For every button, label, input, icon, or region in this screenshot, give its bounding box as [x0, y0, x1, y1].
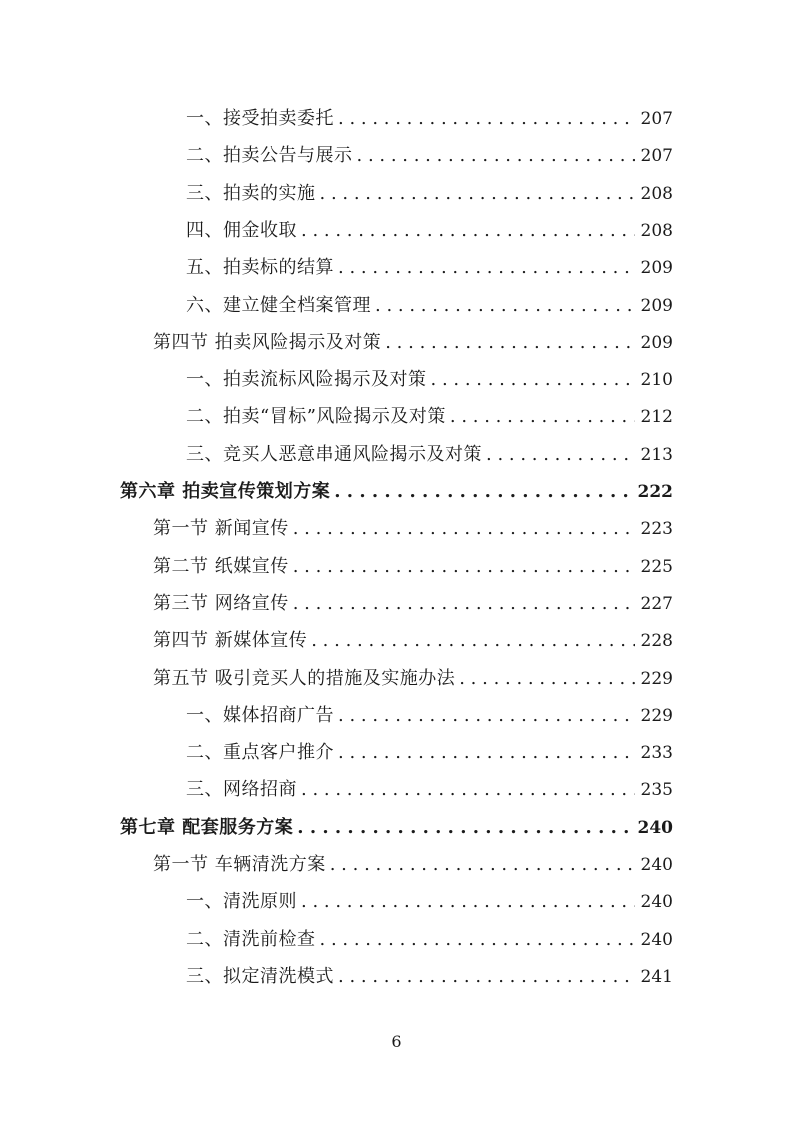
toc-entry-page-number: 233 [640, 743, 673, 764]
dot-leader [293, 585, 635, 622]
toc-entry-title: 四、佣金收取 [186, 219, 297, 241]
toc-entry [186, 958, 673, 995]
toc-entry [120, 473, 673, 510]
toc-entry [153, 622, 673, 659]
toc-entry-title: 二、拍卖公告与展示 [186, 145, 353, 167]
toc-entry-page-number: 240 [640, 929, 673, 950]
toc-entry [186, 697, 673, 734]
dot-leader [338, 697, 635, 734]
toc-entry [153, 548, 673, 585]
dot-leader [311, 622, 634, 659]
toc-entry [186, 921, 673, 958]
toc-entry-title: 第一节 新闻宣传 [153, 518, 289, 540]
toc-entry-page-number: 229 [640, 705, 673, 726]
toc-entry-title: 第五节 吸引竞买人的措施及实施办法 [153, 667, 456, 689]
toc-entry-title: 六、建立健全档案管理 [186, 294, 371, 316]
toc-entry-title: 一、清洗原则 [186, 891, 297, 913]
toc-entry-page-number: 209 [640, 258, 673, 279]
toc-entry-title: 第四节 拍卖风险揭示及对策 [153, 331, 382, 353]
toc-entry-page-number: 209 [640, 332, 673, 353]
toc-entry-page-number: 227 [640, 593, 673, 614]
toc-entry [186, 771, 673, 808]
toc-entry [186, 436, 673, 473]
toc-entry-title: 二、拍卖“冒标”风险揭示及对策 [186, 406, 446, 428]
dot-leader [385, 324, 634, 361]
toc-entry-title: 一、拍卖流标风险揭示及对策 [186, 369, 427, 391]
toc-entry-title: 二、清洗前检查 [186, 928, 316, 950]
toc-entry-page-number: 240 [640, 855, 673, 875]
dot-leader [486, 436, 635, 473]
toc-entry [153, 585, 673, 622]
toc-entry-title: 二、重点客户推介 [186, 742, 334, 764]
dot-leader [450, 398, 635, 435]
toc-entry-page-number: 222 [637, 482, 673, 502]
toc-entry-title: 三、竞买人恶意串通风险揭示及对策 [186, 443, 482, 465]
toc-entry-page-number: 241 [640, 966, 673, 987]
toc-entry-page-number: 208 [640, 183, 673, 204]
toc-entry-title: 五、拍卖标的结算 [186, 257, 334, 279]
dot-leader [301, 771, 635, 808]
toc-entry [186, 883, 673, 920]
toc-entry [153, 660, 673, 697]
toc-entry-title: 第二节 纸媒宣传 [153, 555, 289, 577]
toc-entry-title: 一、媒体招商广告 [186, 704, 334, 726]
dot-leader [431, 361, 635, 398]
toc-entry-title: 第三节 网络宣传 [153, 592, 289, 614]
toc-entry-page-number: 212 [640, 407, 673, 428]
toc-entry-title: 第七章 配套服务方案 [120, 816, 294, 838]
toc-entry [153, 846, 673, 883]
toc-entry [153, 324, 673, 361]
toc-entry-page-number: 208 [640, 220, 673, 241]
dot-leader [301, 212, 635, 249]
dot-leader [293, 510, 635, 547]
dot-leader [357, 137, 635, 174]
toc-entry-page-number: 207 [640, 146, 673, 167]
toc-entry-page-number: 229 [640, 668, 673, 689]
dot-leader [459, 660, 634, 697]
toc-entry [120, 809, 673, 846]
toc-entry-title: 第四节 新媒体宣传 [153, 630, 308, 652]
dot-leader [334, 473, 631, 510]
dot-leader [338, 100, 635, 137]
toc-entry [186, 361, 673, 398]
toc-entry-page-number: 235 [640, 780, 673, 801]
toc-entry-page-number: 228 [640, 631, 673, 652]
toc-entry-title: 一、接受拍卖委托 [186, 108, 334, 129]
dot-leader [301, 883, 635, 920]
dot-leader [338, 958, 635, 995]
toc-entry [186, 175, 673, 212]
toc-entry-page-number: 213 [640, 444, 673, 465]
dot-leader [297, 809, 631, 846]
dot-leader [330, 846, 635, 883]
toc-entry [186, 734, 673, 771]
toc-entry-page-number: 223 [640, 519, 673, 540]
toc-entry-page-number: 207 [640, 109, 673, 129]
toc-entry-title: 三、拟定清洗模式 [186, 965, 334, 987]
dot-leader [338, 249, 635, 286]
toc-entry [186, 137, 673, 174]
dot-leader [338, 734, 635, 771]
toc-entry-page-number: 240 [637, 817, 673, 838]
toc-entry [186, 398, 673, 435]
toc-entry [186, 212, 673, 249]
toc-entry-title: 第一节 车辆清洗方案 [153, 854, 326, 875]
toc-entry-title: 第六章 拍卖宣传策划方案 [120, 481, 331, 502]
toc-entry-title: 三、网络招商 [186, 779, 297, 801]
toc-entry-page-number: 210 [640, 370, 673, 391]
toc-entry-page-number: 225 [640, 556, 673, 577]
dot-leader [320, 175, 635, 212]
dot-leader [375, 287, 635, 324]
toc-entry [186, 249, 673, 286]
toc-entry [186, 100, 673, 137]
dot-leader [293, 548, 635, 585]
toc-entry-page-number: 209 [640, 295, 673, 316]
toc-entry [153, 510, 673, 547]
toc-entry-title: 三、拍卖的实施 [186, 182, 316, 204]
dot-leader [320, 921, 635, 958]
toc-entry [186, 287, 673, 324]
toc-entry-page-number: 240 [640, 892, 673, 913]
page-number: 6 [391, 1032, 402, 1051]
